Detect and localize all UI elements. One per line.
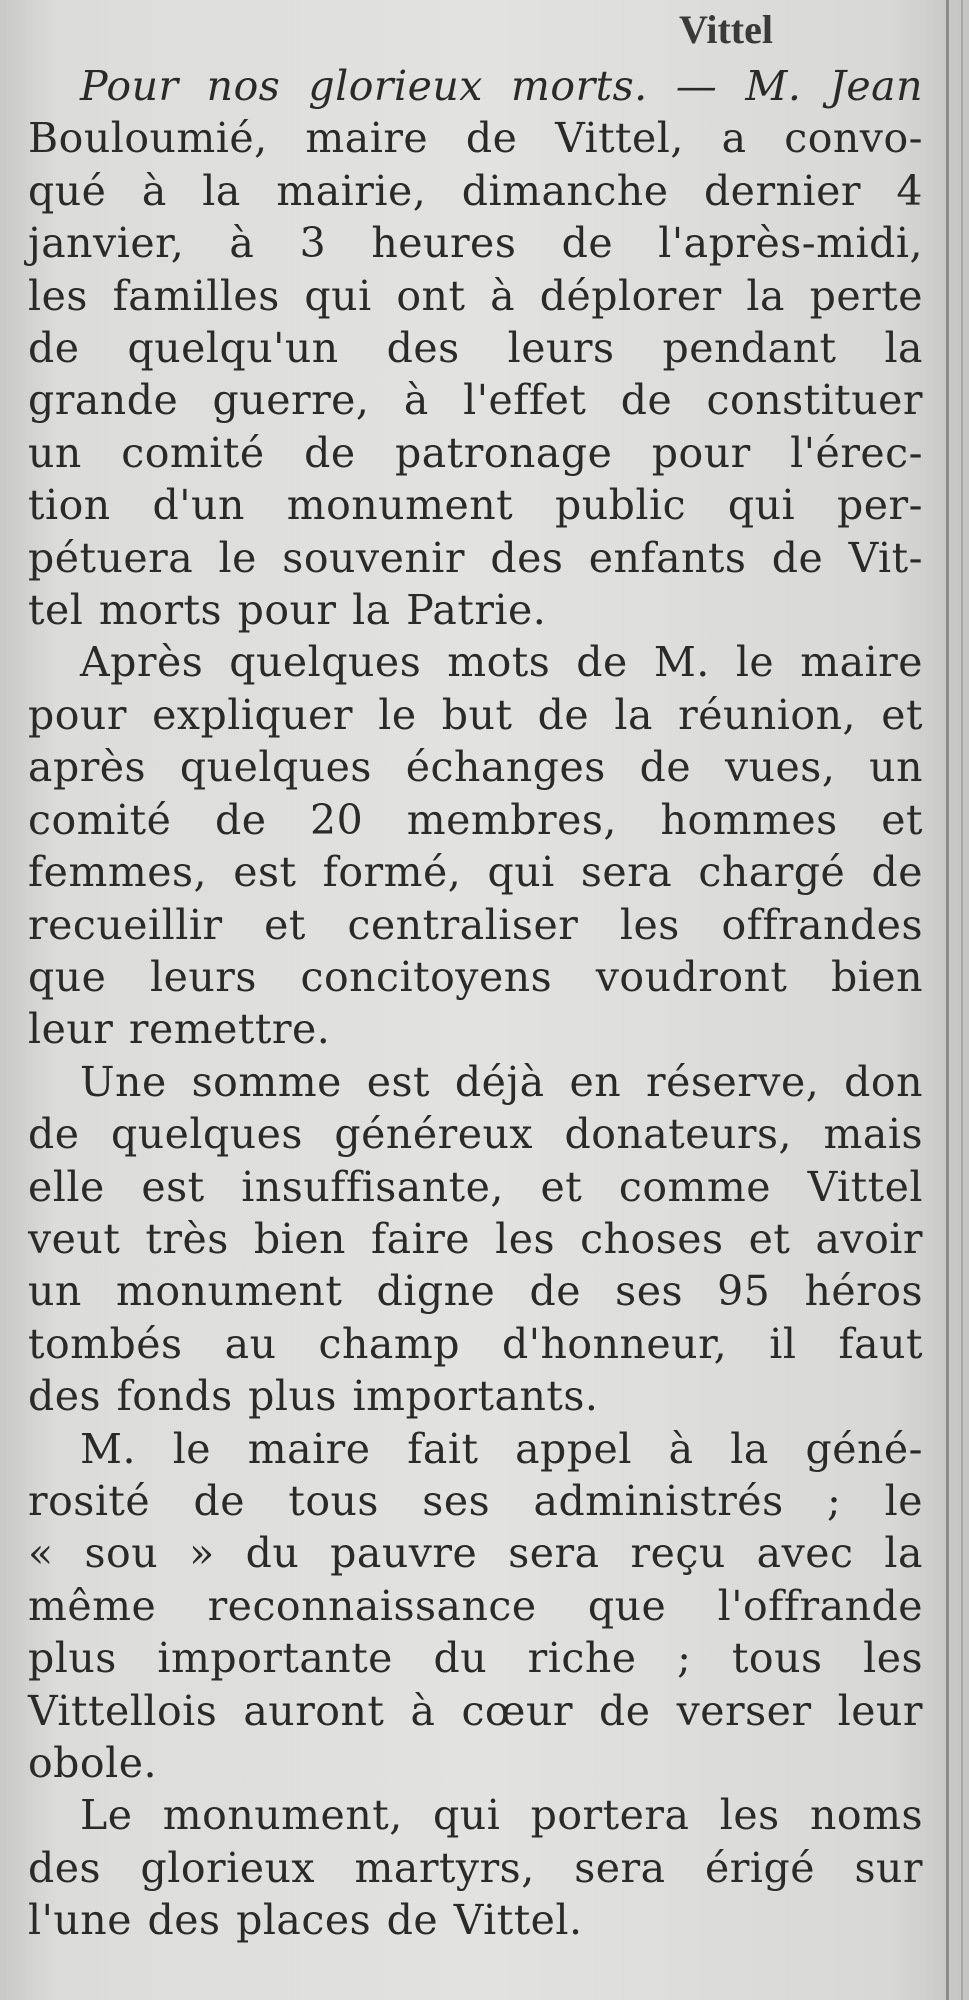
text-line: recueillir et centraliser les offrandes: [28, 900, 923, 949]
text-line: l'une des places de Vittel.: [28, 1896, 583, 1945]
text-line: qué à la mairie, dimanche dernier 4: [28, 166, 923, 215]
column-rule: [946, 0, 949, 2000]
paragraph-4: [28, 1423, 923, 1790]
text-line: un comité de patronage pour l'érec-: [28, 428, 923, 477]
text-line: M. le maire fait appel à la géné-: [80, 1424, 923, 1473]
text-line: de quelqu'un des leurs pendant la: [28, 324, 923, 373]
text-line: Pour nos glorieux morts. — M. Jean: [80, 62, 923, 110]
paragraph-1: [28, 60, 923, 636]
text-line: que leurs concitoyens voudront bien: [28, 952, 923, 1001]
text-line: tion d'un monument public qui per-: [28, 481, 923, 530]
paragraph-5: [28, 1789, 923, 1946]
text-line: pétuera le souvenir des enfants de Vit-: [28, 533, 923, 582]
text-line: tel morts pour la Patrie.: [28, 586, 547, 635]
page-edge: [961, 0, 963, 2000]
article-heading: Vittel: [678, 7, 773, 52]
text-line: obole.: [28, 1739, 158, 1787]
paragraph-3: [28, 1056, 923, 1423]
text-line: Une somme est déjà en réserve, don: [80, 1057, 923, 1106]
text-line: Bouloumié, maire de Vittel, a convo-: [28, 114, 923, 163]
text-line: des fonds plus importants.: [28, 1372, 599, 1421]
text-line: Après quelques mots de M. le maire: [80, 638, 923, 687]
text-line: plus importante du riche ; tous les: [28, 1634, 923, 1683]
text-line: un monument digne de ses 95 héros: [28, 1267, 923, 1316]
text-line: femmes, est formé, qui sera chargé de: [28, 848, 923, 897]
text-line: leur remettre.: [28, 1005, 331, 1054]
text-line: rosité de tous ses administrés ; le: [28, 1476, 923, 1525]
text-line: elle est insuffisante, et comme Vittel: [28, 1162, 923, 1211]
text-line: veut très bien faire les choses et avoir: [28, 1214, 923, 1263]
text-line: même reconnaissance que l'offrande: [28, 1581, 923, 1630]
paragraph-2: [28, 636, 923, 1055]
text-line: pour expliquer le but de la réunion, et: [28, 690, 923, 739]
text-line: tombés au champ d'honneur, il faut: [28, 1319, 923, 1368]
text-line: Vittellois auront à cœur de verser leur: [28, 1686, 923, 1735]
article: [28, 0, 923, 1947]
text-line: « sou » du pauvre sera reçu avec la: [28, 1529, 923, 1578]
text-line: de quelques généreux donateurs, mais: [28, 1110, 923, 1159]
text-line: comité de 20 membres, hommes et: [28, 795, 923, 844]
text-line: grande guerre, à l'effet de constituer: [28, 376, 923, 425]
text-line: Le monument, qui portera les noms: [80, 1791, 923, 1840]
text-line: janvier, à 3 heures de l'après-midi,: [28, 219, 923, 268]
text-line: les familles qui ont à déplorer la perte: [28, 271, 923, 320]
text-line: des glorieux martyrs, sera érigé sur: [28, 1843, 923, 1892]
text-line: après quelques échanges de vues, un: [28, 743, 923, 792]
